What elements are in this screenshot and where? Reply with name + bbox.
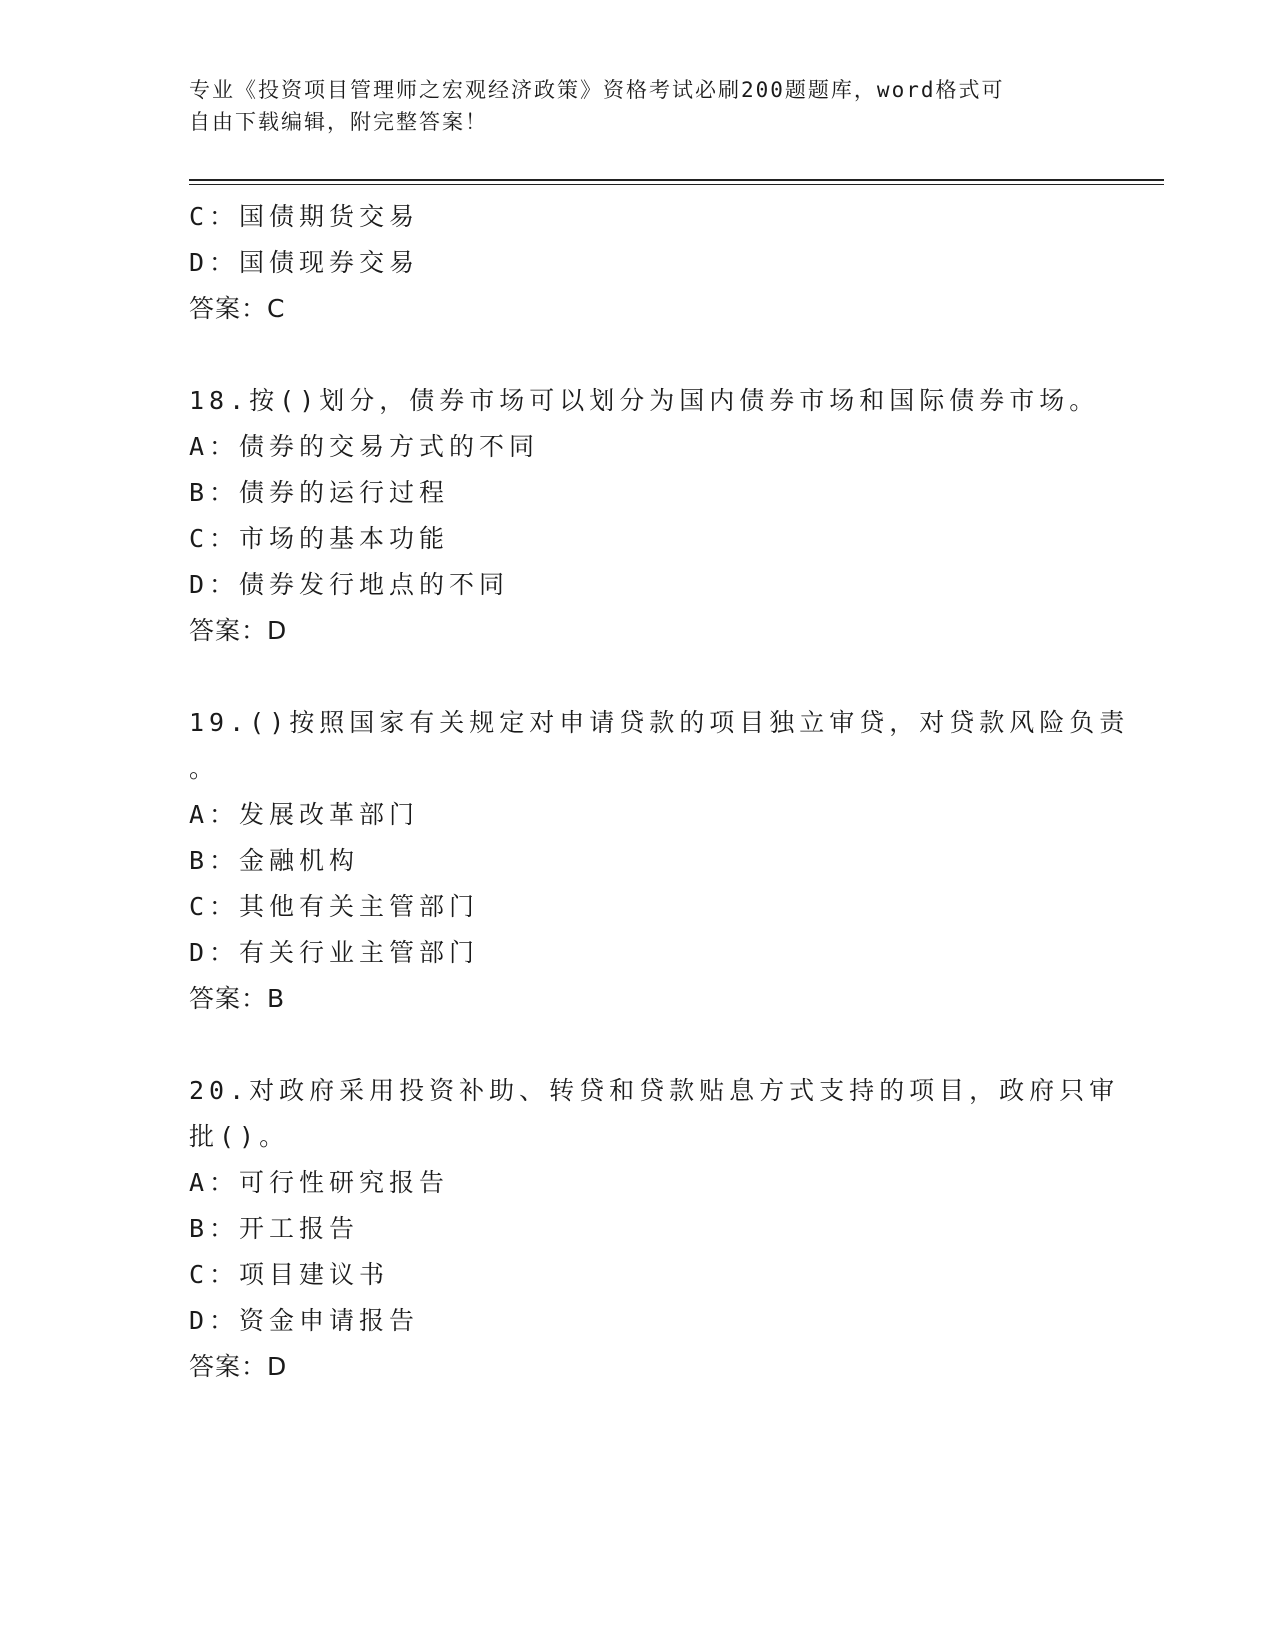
answer-line: 答案：B (189, 984, 286, 1013)
question-stem: 18.按()划分，债券市场可以划分为国内债券市场和国际债券市场。 (189, 386, 1100, 415)
spacer (189, 1022, 1089, 1068)
option-d: D：国债现券交易 (189, 248, 420, 277)
question-19 (189, 700, 1130, 1022)
question-stem: 20.对政府采用投资补助、转贷和贷款贴息方式支持的项目，政府只审 (189, 1076, 1120, 1105)
option-d: D：有关行业主管部门 (189, 938, 480, 967)
spacer (189, 332, 1089, 378)
header-line-1: 专业《投资项目管理师之宏观经济政策》资格考试必刷200题题库，word格式可 (189, 78, 1005, 102)
option-a: A：可行性研究报告 (189, 1168, 450, 1197)
option-b: B：债券的运行过程 (189, 478, 450, 507)
spacer (189, 654, 1089, 700)
answer-line: 答案：D (189, 616, 288, 645)
question-stem: 19.()按照国家有关规定对申请贷款的项目独立审贷，对贷款风险负责 (189, 708, 1130, 737)
header-rule-thin (189, 184, 1164, 185)
question-17-continued (189, 194, 1089, 332)
question-stem-continued: 。 (189, 754, 220, 783)
option-c: C：市场的基本功能 (189, 524, 450, 553)
answer-line: 答案：C (189, 294, 286, 323)
question-18 (189, 378, 1100, 654)
option-d: D：债券发行地点的不同 (189, 570, 510, 599)
document-header (189, 74, 1069, 138)
question-stem-continued: 批()。 (189, 1122, 290, 1151)
option-c: C：项目建议书 (189, 1260, 390, 1289)
question-list (189, 194, 1130, 1390)
option-a: A：发展改革部门 (189, 800, 420, 829)
option-b: B：开工报告 (189, 1214, 360, 1243)
option-d: D：资金申请报告 (189, 1306, 420, 1335)
option-c: C：国债期货交易 (189, 202, 420, 231)
option-a: A：债券的交易方式的不同 (189, 432, 540, 461)
option-b: B：金融机构 (189, 846, 360, 875)
header-line-2: 自由下载编辑，附完整答案！ (189, 110, 488, 134)
header-rule-thick (189, 179, 1164, 181)
option-c: C：其他有关主管部门 (189, 892, 480, 921)
question-20 (189, 1068, 1120, 1390)
answer-line: 答案：D (189, 1352, 288, 1381)
